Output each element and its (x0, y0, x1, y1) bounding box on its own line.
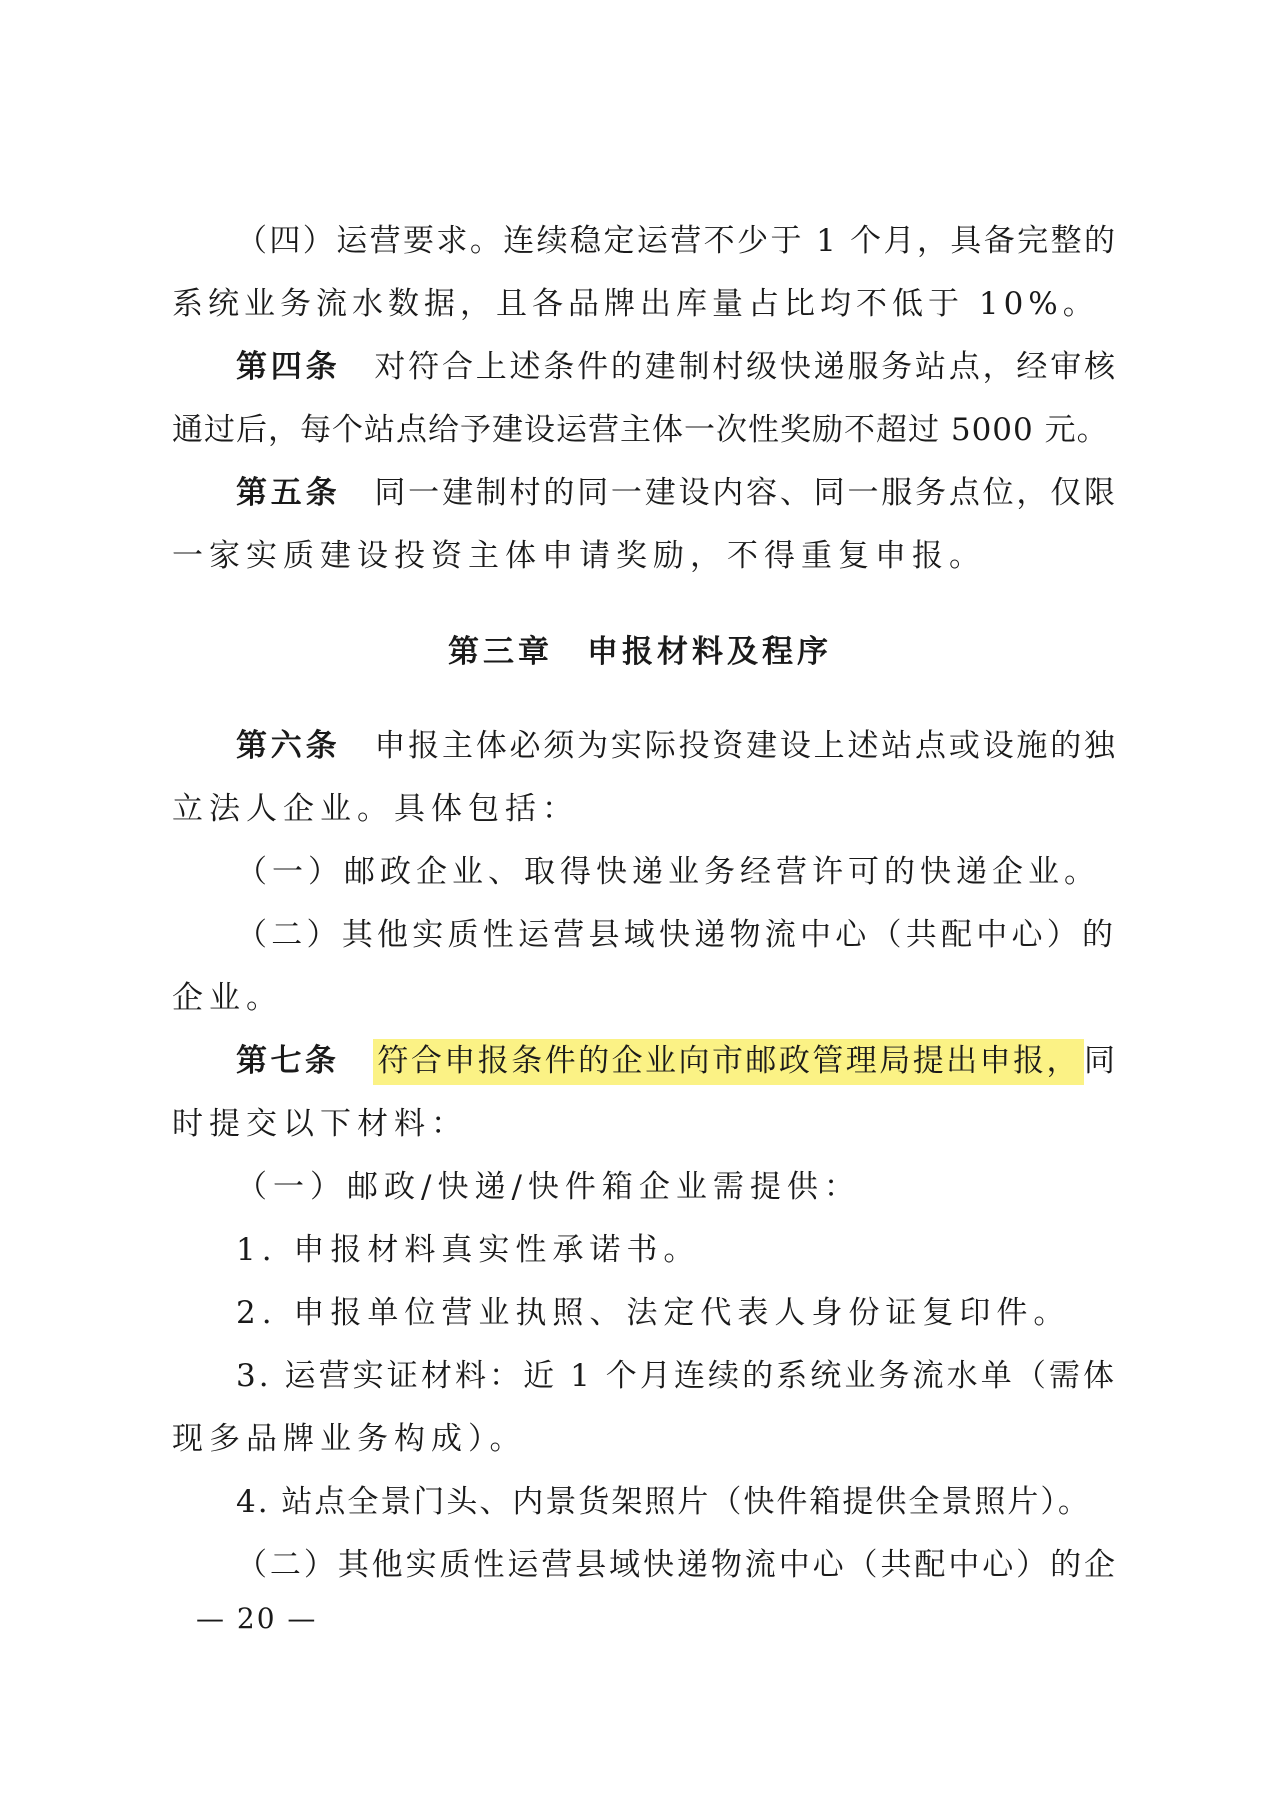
paragraph-line-11: 企业。 (172, 980, 283, 1016)
chapter-number: 第三章 (448, 634, 553, 670)
paragraph-line-1: （四）运营要求。连续稳定运营不少于 1 个月，具备完整的 (236, 223, 1117, 259)
article-6-line (236, 718, 1117, 774)
paragraph-line-2: 系统业务流水数据，且各品牌出库量占比均不低于 10%。 (172, 286, 1099, 322)
article-5-text: 同一建制村的同一建设内容、同一服务点位，仅限 (374, 475, 1117, 511)
paragraph-line-9: （一）邮政企业、取得快递业务经营许可的快递企业。 (236, 854, 1100, 890)
paragraph-line-17: 3. 运营实证材料：近 1 个月连续的系统业务流水单（需体 (236, 1358, 1117, 1394)
paragraph-line-16: 2. 申报单位营业执照、法定代表人身份证复印件。 (236, 1295, 1071, 1331)
article-4-line (236, 339, 1117, 395)
paragraph-line-15: 1. 申报材料真实性承诺书。 (236, 1232, 701, 1268)
article-6-text: 申报主体必须为实际投资建设上述站点或设施的独 (374, 728, 1117, 764)
paragraph-line-18: 现多品牌业务构成）。 (172, 1421, 527, 1457)
article-7-tail: 同 (1084, 1043, 1117, 1079)
highlighted-text: 符合申报条件的企业向市邮政管理局提出申报， (373, 1039, 1084, 1085)
article-4-label: 第四条 (236, 349, 341, 385)
paragraph-line-6: 一家实质建设投资主体申请奖励，不得重复申报。 (172, 538, 986, 574)
chapter-title: 申报材料及程序 (587, 634, 832, 670)
paragraph-line-4: 通过后，每个站点给予建设运营主体一次性奖励不超过 5000 元。 (172, 412, 1109, 448)
article-5-line (236, 465, 1117, 521)
chapter-heading (0, 624, 1280, 680)
article-7-line (236, 1033, 1117, 1089)
paragraph-line-8: 立法人企业。具体包括： (172, 791, 579, 827)
article-4-text: 对符合上述条件的建制村级快递服务站点，经审核 (374, 349, 1117, 385)
paragraph-line-20: （二）其他实质性运营县域快递物流中心（共配中心）的企 (236, 1547, 1117, 1583)
article-6-label: 第六条 (236, 728, 341, 764)
article-5-label: 第五条 (236, 475, 341, 511)
paragraph-line-14: （一）邮政/快递/快件箱企业需提供： (236, 1169, 861, 1205)
article-7-label: 第七条 (236, 1043, 340, 1079)
paragraph-line-10: （二）其他实质性运营县域快递物流中心（共配中心）的 (236, 917, 1117, 953)
paragraph-line-13: 时提交以下材料： (172, 1106, 468, 1142)
paragraph-line-19: 4. 站点全景门头、内景货架照片（快件箱提供全景照片）。 (236, 1484, 1091, 1520)
page-number: — 20 — (196, 1602, 318, 1635)
